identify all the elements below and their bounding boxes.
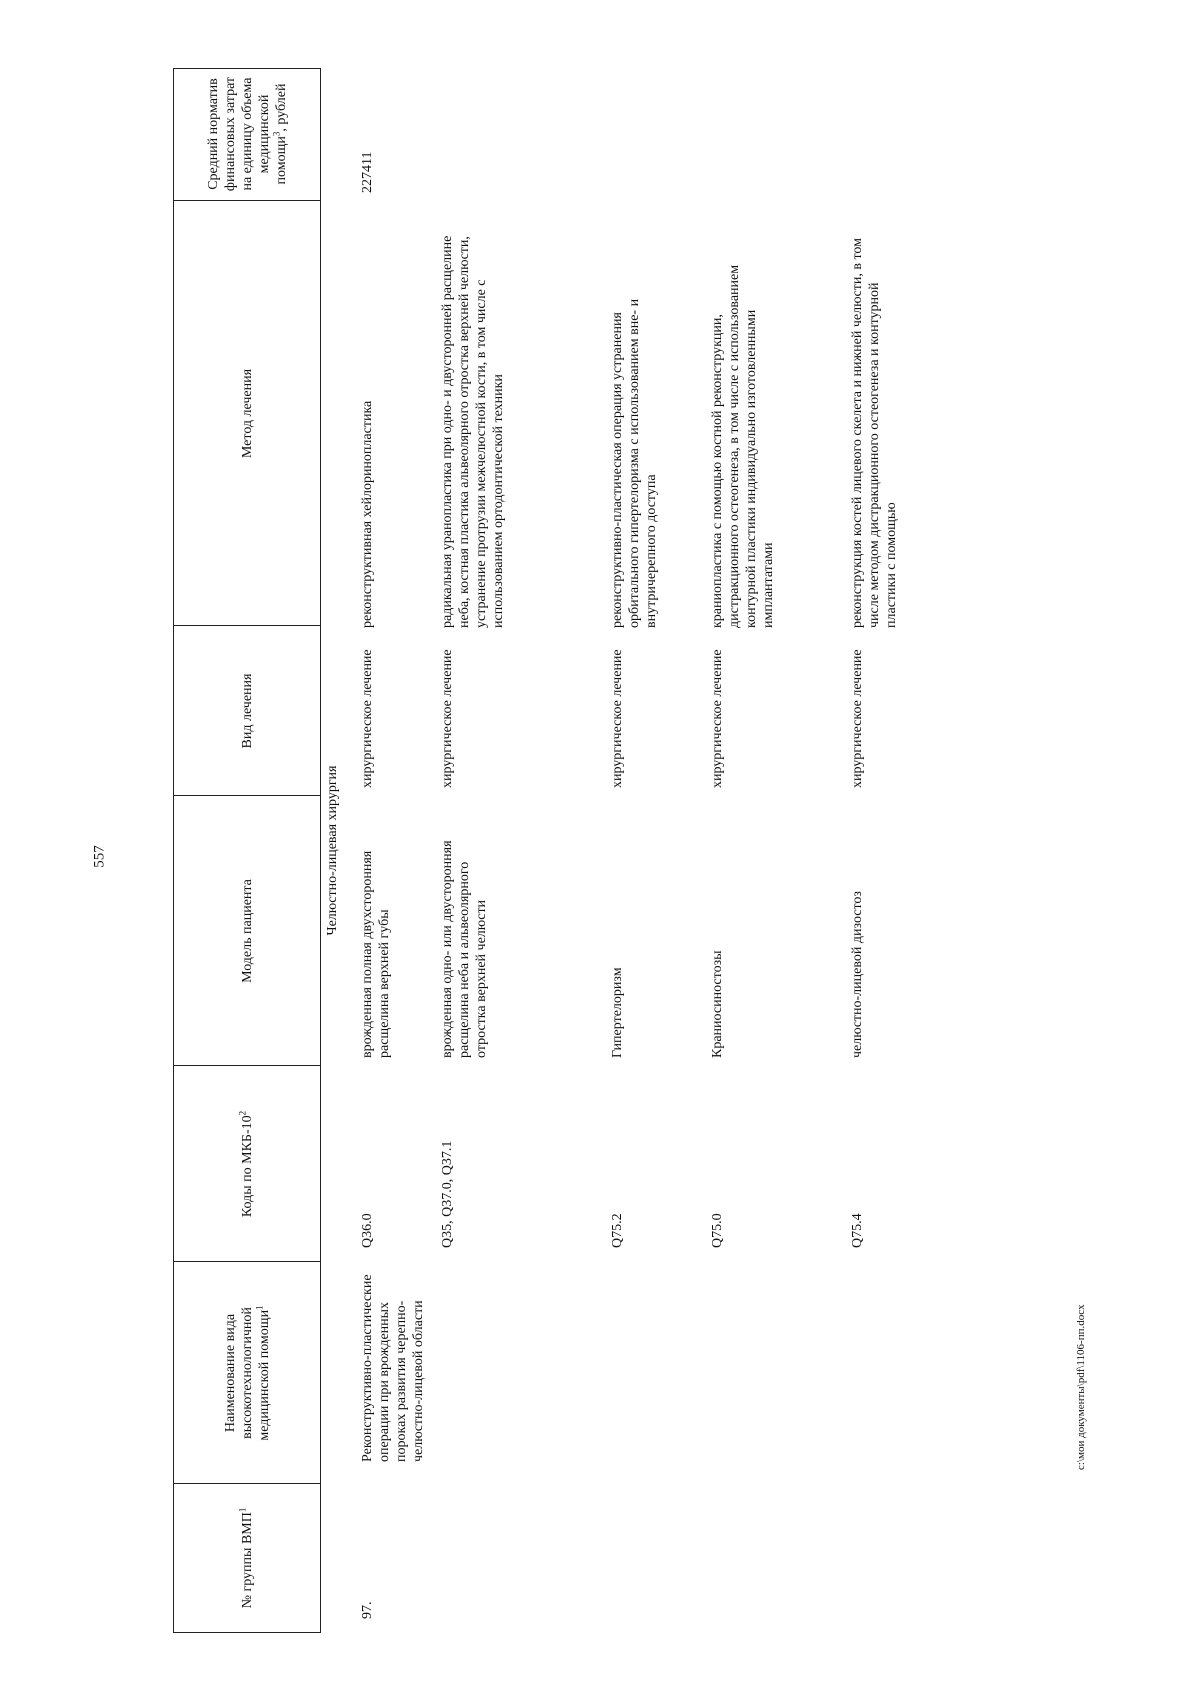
page-number: 557 [91,845,108,868]
header-method: Метод лечения [239,368,255,459]
cell-treatment-type: хирургическое лечение [710,649,725,788]
rotated-table [173,68,899,1633]
cell-patient-model: врожденная полная двухсторонняя расщелина верхней губы [360,850,392,1058]
cell-group-no: 97. [360,1601,375,1619]
header-patient-model: Модель пациента [239,879,255,983]
cell-codes: Q75.4 [850,1213,865,1248]
cell-treatment-type: хирургическое лечение [610,649,625,788]
header-group-no: № группы ВМП$^1$ [236,1507,255,1609]
header-treatment-type: Вид лечения [239,673,255,749]
cell-method: реконструкция костей лицевого скелета и нижней челюсти, в том числе методом дистракционного остеогенеза и контурной пластики с помощью [850,237,899,628]
cell-method: радикальная уранопластика при одно- и двусторонней расщелине неба, костная пластика альвеолярного отростка верхней челюсти, устранение протрузии межчелюстной кости, в том числе с использованием ортодонтической техники [440,235,506,628]
cell-patient-model: врожденная одно- или двусторонняя расщелина неба и альвеолярного отростка верхней челюсти [440,840,489,1058]
cell-patient-model: Гипертелоризм [610,967,625,1058]
cell-name: Реконструктивно-пластические операции при врожденных пороках развития черепно-челюстно-лицевой области [360,1274,426,1462]
cell-codes: Q36.0 [360,1213,375,1248]
cell-codes: Q75.2 [610,1213,625,1248]
cell-codes: Q75.0 [710,1213,725,1248]
cell-method: реконструктивная хейлоринопластика [360,400,375,628]
cell-method: реконструктивно-пластическая операция устранения орбитального гипертелоризма с использованием вне- и внутричерепного доступа [610,298,659,628]
table-header [173,68,321,1633]
section-title: Челюстно-лицевая хирургия [325,765,340,936]
header-norm: Средний норматив финансовых затрат на единицу объема медицинской помощи$^3$, рублей [205,76,289,192]
cell-patient-model: челюстно-лицевой дизостоз [850,891,865,1058]
cell-patient-model: Краниосиностозы [710,950,725,1058]
cell-codes: Q35, Q37.0, Q37.1 [440,1140,455,1248]
cell-treatment-type: хирургическое лечение [360,649,375,788]
header-codes: Коды по МКБ-$10^2$ [236,1110,255,1218]
header-name: Наименование вида высокотехнологичной медицинской помощи$^1$ [222,1305,272,1441]
cell-norm: 227411 [360,151,375,193]
cell-method: краниопластика с помощью костной реконструкции, дистракционного остеогенеза, в том числе с использованием контурной пластики индивидуально изготовленными имплантатами [710,264,776,628]
cell-treatment-type: хирургическое лечение [850,649,865,788]
cell-treatment-type: хирургическое лечение [440,649,455,788]
footer-file-path: c:\мои документы\pdf\1106-пп.docx [1075,1304,1087,1470]
